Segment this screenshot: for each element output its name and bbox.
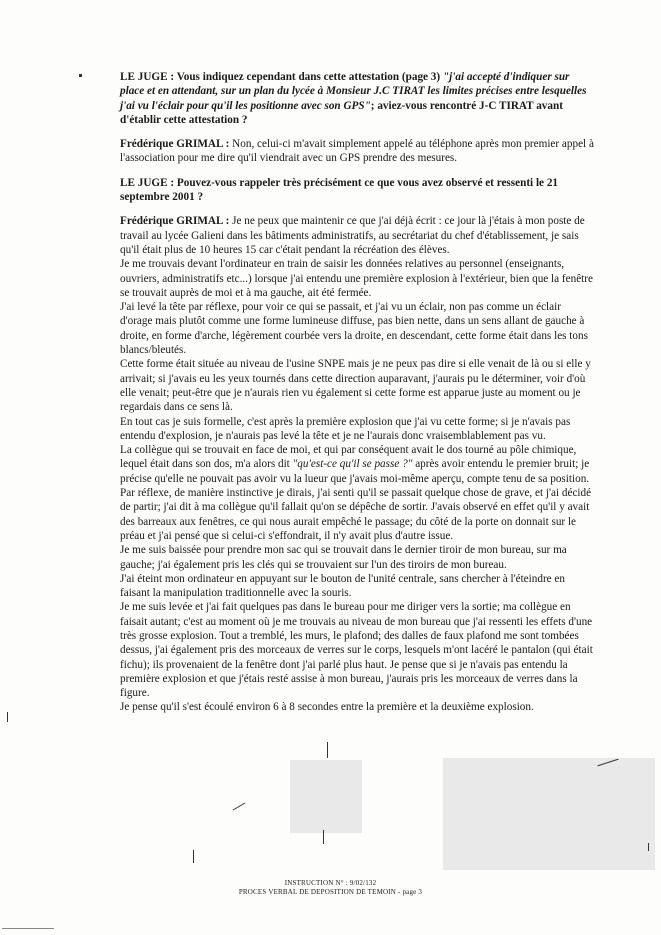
paragraph: Par réflexe, de manière instinctive je dirais, j'ai senti qu'il se passait quelque chose de grave, et j'ai décidé de partir; j'ai dit à ma collègue qu'il fallait qu'on se dépêche de sortir. J'avais observé en effet qu'il y avait des barreaux aux fenêtres, ce qui nous aurait empêché le passage; du côté de la porte on donnait sur le préau et j'ai pensé que si celui-ci s'effondrait, il n'y avait plus d'autre issue.: [120, 487, 592, 542]
paragraph: Je pense qu'il s'est écoulé environ 6 à 8 secondes entre la première et la deuxième explosion.: [120, 701, 534, 714]
speaker-label: LE JUGE :: [120, 176, 175, 189]
quoted-speech: "qu'est-ce qu'il se passe ?": [292, 458, 413, 471]
judge-question-2: LE JUGE : Pouvez-vous rappeler très précisément ce que vous avez observé et ressenti le 21 septembre 2001 ?: [120, 176, 559, 204]
paragraph: Cette forme était située au niveau de l'usine SNPE mais je ne peux pas dire si elle venait de là ou si elle y arrivait; si j'avais eu les yeux tournés dans cette direction auparavant, j'aurais pu le déterminer, voir d'où elle venait; peut-être que je n'aurais rien vu également si cette forme est apparue juste au moment ou je regardais dans ce sens là.: [120, 358, 591, 414]
witness-answer-1: Frédérique GRIMAL : Non, celui-ci m'avait simplement appelé au téléphone après mon premier appel à l'association pour me dire qu'il viendrait avec un GPS prendre des mesures.: [120, 138, 594, 165]
quoted-attestation: "j'ai accepté d'indiquer sur place et en attendant, sur un plan du lycée à Monsieur J.C TIRAT les limites précises entre lesquelles j'ai vu l'éclair pour qu'il les positionne avec son GPS": [120, 71, 587, 112]
paragraph: J'ai éteint mon ordinateur en appuyant sur le bouton de l'unité centrale, sans chercher à l'éteindre en faisant la manipulation traditionnelle avec la souris.: [120, 572, 565, 600]
paragraph: Je me suis baissée pour prendre mon sac qui se trouvait dans le dernier tiroir de mon bureau, sur ma gauche; j'ai également pris les clés qui se trouvaient sur l'un des tiroirs de mon bureau.: [120, 544, 567, 571]
judge-question-1: LE JUGE : Vous indiquez cependant dans cette attestation (page 3) "j'ai accepté d'indiquer sur place et en attendant, sur un plan du lycée à Monsieur J.C TIRAT les limites précises entre lesquelles j'ai vu l'éclair pour qu'il les positionne avec son GPS"; aviez-vous rencontré J-C TIRAT avant d'établir cette attestation ?: [120, 71, 587, 126]
scan-mark: [7, 712, 8, 722]
deposition-text: [120, 70, 596, 715]
redacted-signature-block: [443, 758, 655, 870]
paragraph: Je me trouvais devant l'ordinateur en train de saisir les données relatives au personnel (enseignants, ouvriers, administratifs etc...) lorsque j'ai entendu une première explosion à l'extérieur, bien que la fenêtre se trouvait auprès de moi et à ma gauche, ait été fermée.: [120, 258, 593, 299]
pen-stroke: [648, 843, 649, 851]
instruction-number: INSTRUCTION N° : 9/02/132: [284, 879, 377, 887]
pen-stroke: [233, 803, 246, 811]
paragraph: J'ai levé la tête par réflexe, pour voir ce qui se passait, et j'ai vu un éclair, non pas comme un éclair d'orage mais plutôt comme une forme lumineuse diffuse, pas bien nette, dans un sens allant de gauche à droite, en forme d'arche, légèrement courbée vers la droite, en descendant, cette forme était dans les tons blancs/bleutés.: [120, 301, 588, 357]
speaker-label: LE JUGE :: [120, 71, 175, 83]
speaker-label: Frédérique GRIMAL :: [120, 215, 230, 228]
redacted-signature-block: [290, 760, 362, 833]
scan-mark: [2, 928, 54, 929]
document-footer: [0, 879, 661, 897]
footer-title: PROCES VERBAL DE DEPOSITION DE TEMOIN - page 3: [238, 888, 423, 896]
scan-mark: [79, 74, 82, 77]
paragraph: En tout cas je suis formelle, c'est après la première explosion que j'ai vu cette forme; si je n'avais pas entendu d'explosion, je n'aurais pas levé la tête et je ne l'aurais donc vraisemblablement pas vu.: [120, 415, 571, 442]
witness-answer-2: Frédérique GRIMAL : Je ne peux que maintenir ce que j'ai déjà écrit : ce jour là j'étais à mon poste de travail au lycée Galieni dans les bâtiments administratifs, au secrétariat du chef d'établissement, je sais qu'il était plus de 10 heures 15 car c'était pendant la récréation des élèves.: [120, 215, 585, 256]
pen-stroke: [327, 742, 328, 758]
paragraph: Je me suis levée et j'ai fait quelques pas dans le bureau pour me diriger vers la sortie; ma collègue en faisait autant; c'est au moment où je me trouvais au niveau de mon bureau que j'ai ressenti les effets d'une très grosse explosion. Tout a tremblé, les murs, le plafond; des dalles de faux plafond me sont tombées dessus, j'ai également pris des morceaux de verres sur le corps, lesquels m'ont lacéré le pantalon (qui était fichu); ils provenaient de la fenêtre dont j'ai parlé plus haut. Je pense que si je n'avais pas entendu la première explosion et que j'étais resté assise à mon bureau, j'aurais pris les morceaux de verres dans la figure.: [120, 601, 593, 700]
paragraph: La collègue qui se trouvait en face de moi, et qui par conséquent avait le dos tourné au pôle chimique, lequel était dans son dos, m'a alors dit "qu'est-ce qu'il se passe ?" après avoir entendu le premier bruit; je précise qu'elle ne pouvait pas avoir vu la lueur que j'avais moi-même aperçu, compte tenu de sa position.: [120, 444, 590, 485]
pen-stroke: [323, 830, 324, 844]
pen-stroke: [193, 850, 194, 863]
speaker-label: Frédérique GRIMAL :: [120, 138, 230, 151]
